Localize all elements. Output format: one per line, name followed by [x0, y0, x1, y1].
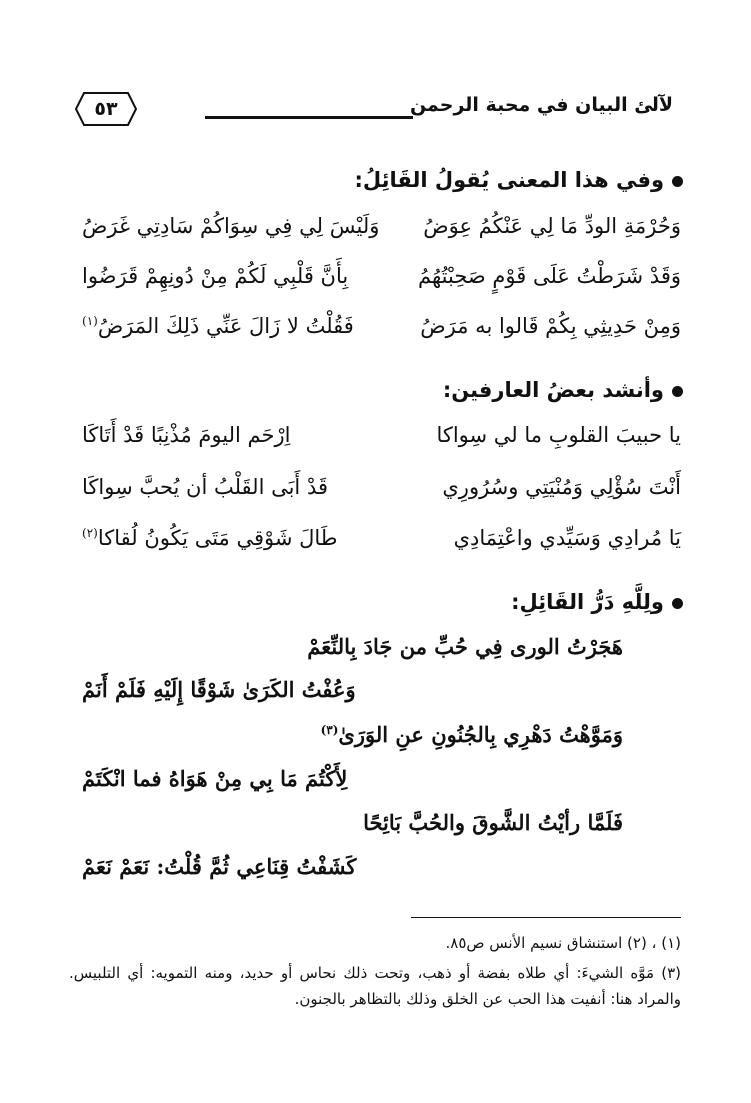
poem-line: لِأَكْتُمَ مَا بِي مِنْ هَوَاهُ فما انْكَتَمْ [82, 766, 348, 791]
verse-second-half: وَلَيْسَ لِي فِي سِوَاكُمْ سَادِتِي غَرَضُ [82, 214, 380, 238]
section-heading: وفي هذا المعنى يُقولُ القَائِلُ: [354, 168, 683, 192]
bullet-icon [672, 386, 683, 397]
verse-second-half: طَالَ شَوْقِي مَتَى يَكُونُ لُقاكا$^{(٢)}$ [82, 526, 338, 550]
poem-line: هَجَرْتُ الورى فِي حُبِّ من جَادَ بِالنِّعَمْ [307, 634, 623, 659]
verse-first-half: يَا مُرادِي وَسَيِّدي واعْتِمَادِي [453, 526, 681, 550]
footnote-rule [411, 917, 681, 918]
header-rule [205, 116, 413, 119]
footnote-ref: (١) [82, 314, 98, 328]
running-header-title: لآلئ البيان في محبة الرحمن [409, 94, 673, 116]
footnote: (٣) مَوَّه الشيءَ: أي طلاه بفضة أو ذهب، وتحت ذلك نحاس أو حديد، ومنه التمويه: أي التلبيس. والمراد هنا: أنفيت هذا الحب عن الخلق وذلك بالتظاهر بالجنون. [69, 964, 681, 1008]
verse-second-half: اِرْحَم اليومَ مُذْنِبًا قَدْ أَتَاكَا [82, 423, 291, 447]
verse-second-half: بِأَنَّ قَلْبِي لَكُمْ مِنْ دُونِهِمْ قَرَضُوا [82, 264, 349, 288]
poem-line: كَشَفْتُ قِنَاعِي ثُمَّ قُلْتُ: نَعَمْ نَعَمْ [82, 854, 357, 879]
section-heading: وأنشد بعضُ العارفين: [443, 378, 683, 402]
section-heading: ولِلَّهِ دَرُّ القَائِلِ: [511, 590, 683, 614]
footnote-ref: (٢) [82, 526, 98, 540]
bullet-icon [672, 176, 683, 187]
footnote: (١) ، (٢) استنشاق نسيم الأنس ص٨٥. [445, 934, 681, 952]
footnote-ref: (٣) [320, 723, 339, 737]
page-number: ٥٣ [94, 98, 118, 120]
verse-first-half: وَقَدْ شَرَطْتُ عَلَى قَوْمٍ صَحِبْتُهُمُ [417, 264, 681, 288]
bullet-icon [672, 598, 683, 609]
poem-line: فَلَمَّا رأيْتُ الشَّوقَ والحُبَّ بَائِحًا [363, 810, 623, 835]
verse-first-half: وَمِنْ حَدِيثِي بِكُمْ قَالوا به مَرَضُ [420, 314, 681, 338]
poem-line: وَعُفْتُ الكَرَىٰ شَوْقًا إِلَيْهِ فَلَمْ أَنَمْ [82, 677, 356, 702]
verse-first-half: يا حبيبَ القلوبِ ما لي سِواكا [436, 423, 681, 447]
page-number-badge [74, 91, 138, 127]
verse-first-half: أَنْتَ سُؤْلِي وَمُنْيَتِي وسُرُورِي [442, 475, 681, 499]
verse-second-half: فَقُلْتُ لا زَالَ عَنِّي ذَلِكَ المَرَضُ$^{(١)}$ [82, 314, 354, 338]
verse-second-half: قَدْ أَبَى القَلْبُ أن يُحبَّ سِواكَا [82, 475, 329, 499]
poem-line: وَمَوَّهْتُ دَهْرِي بِالجُنُونِ عنِ الوَرَىٰ$^{(٣)}$ [320, 722, 623, 747]
verse-first-half: وَحُرْمَةِ الودِّ مَا لِي عَنْكُمُ عِوَضُ [423, 214, 681, 238]
